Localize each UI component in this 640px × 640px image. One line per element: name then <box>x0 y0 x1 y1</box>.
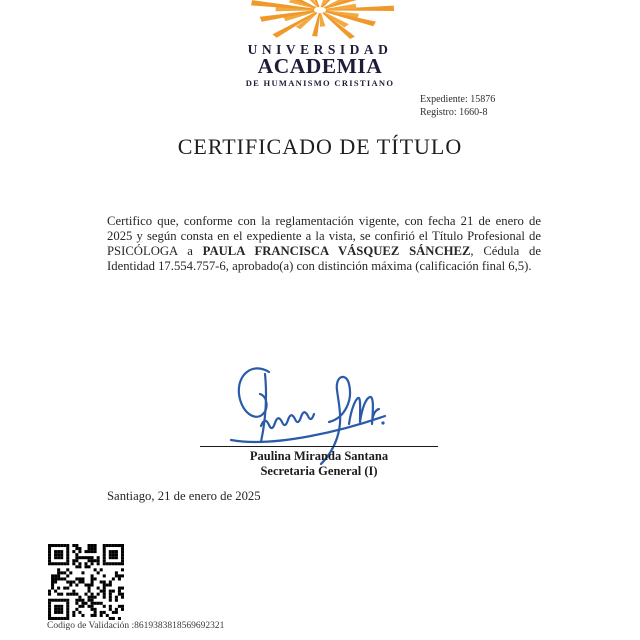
signatory-block <box>196 449 442 478</box>
signature-rule <box>200 446 438 447</box>
logo-tagline: DE HUMANISMO CRISTIANO <box>245 78 395 88</box>
validation-label: Codigo de Validación : <box>47 621 135 631</box>
expediente-number: Expediente: 15876 <box>420 94 496 105</box>
signatory-title: Secretaria General (I) <box>260 463 378 478</box>
logo-university-name: UNIVERSIDAD <box>247 42 393 57</box>
validation-code-line <box>47 621 224 631</box>
file-info <box>420 94 495 119</box>
place-date: Santiago, 21 de enero de 2025 <box>107 489 261 503</box>
signatory-name: Paulina Miranda Santana <box>249 449 389 463</box>
logo-academy-name: ACADEMIA <box>257 54 383 78</box>
certificate-body <box>107 214 541 275</box>
document-title: CERTIFICADO DE TÍTULO <box>177 134 463 159</box>
validation-code: 8619383818569692321 <box>134 621 225 631</box>
body-part2: , Cédula de Identidad 17.554.757-6, aprobado(a) con distinción máxima (calificación final 6,5). <box>107 244 541 274</box>
graduate-name: PAULA FRANCISCA VÁSQUEZ SÁNCHEZ <box>202 244 471 259</box>
sunburst-logo-icon <box>240 0 400 44</box>
body-part1: Certifico que, conforme con la reglamentación vigente, con fecha 21 de enero de 2025 y según consta en el expediente a la vista, se confirió el Título Profesional de PSICÓLOGA a <box>107 213 541 259</box>
qr-code <box>48 544 124 620</box>
registro-number: Registro: 1660-8 <box>420 106 488 118</box>
